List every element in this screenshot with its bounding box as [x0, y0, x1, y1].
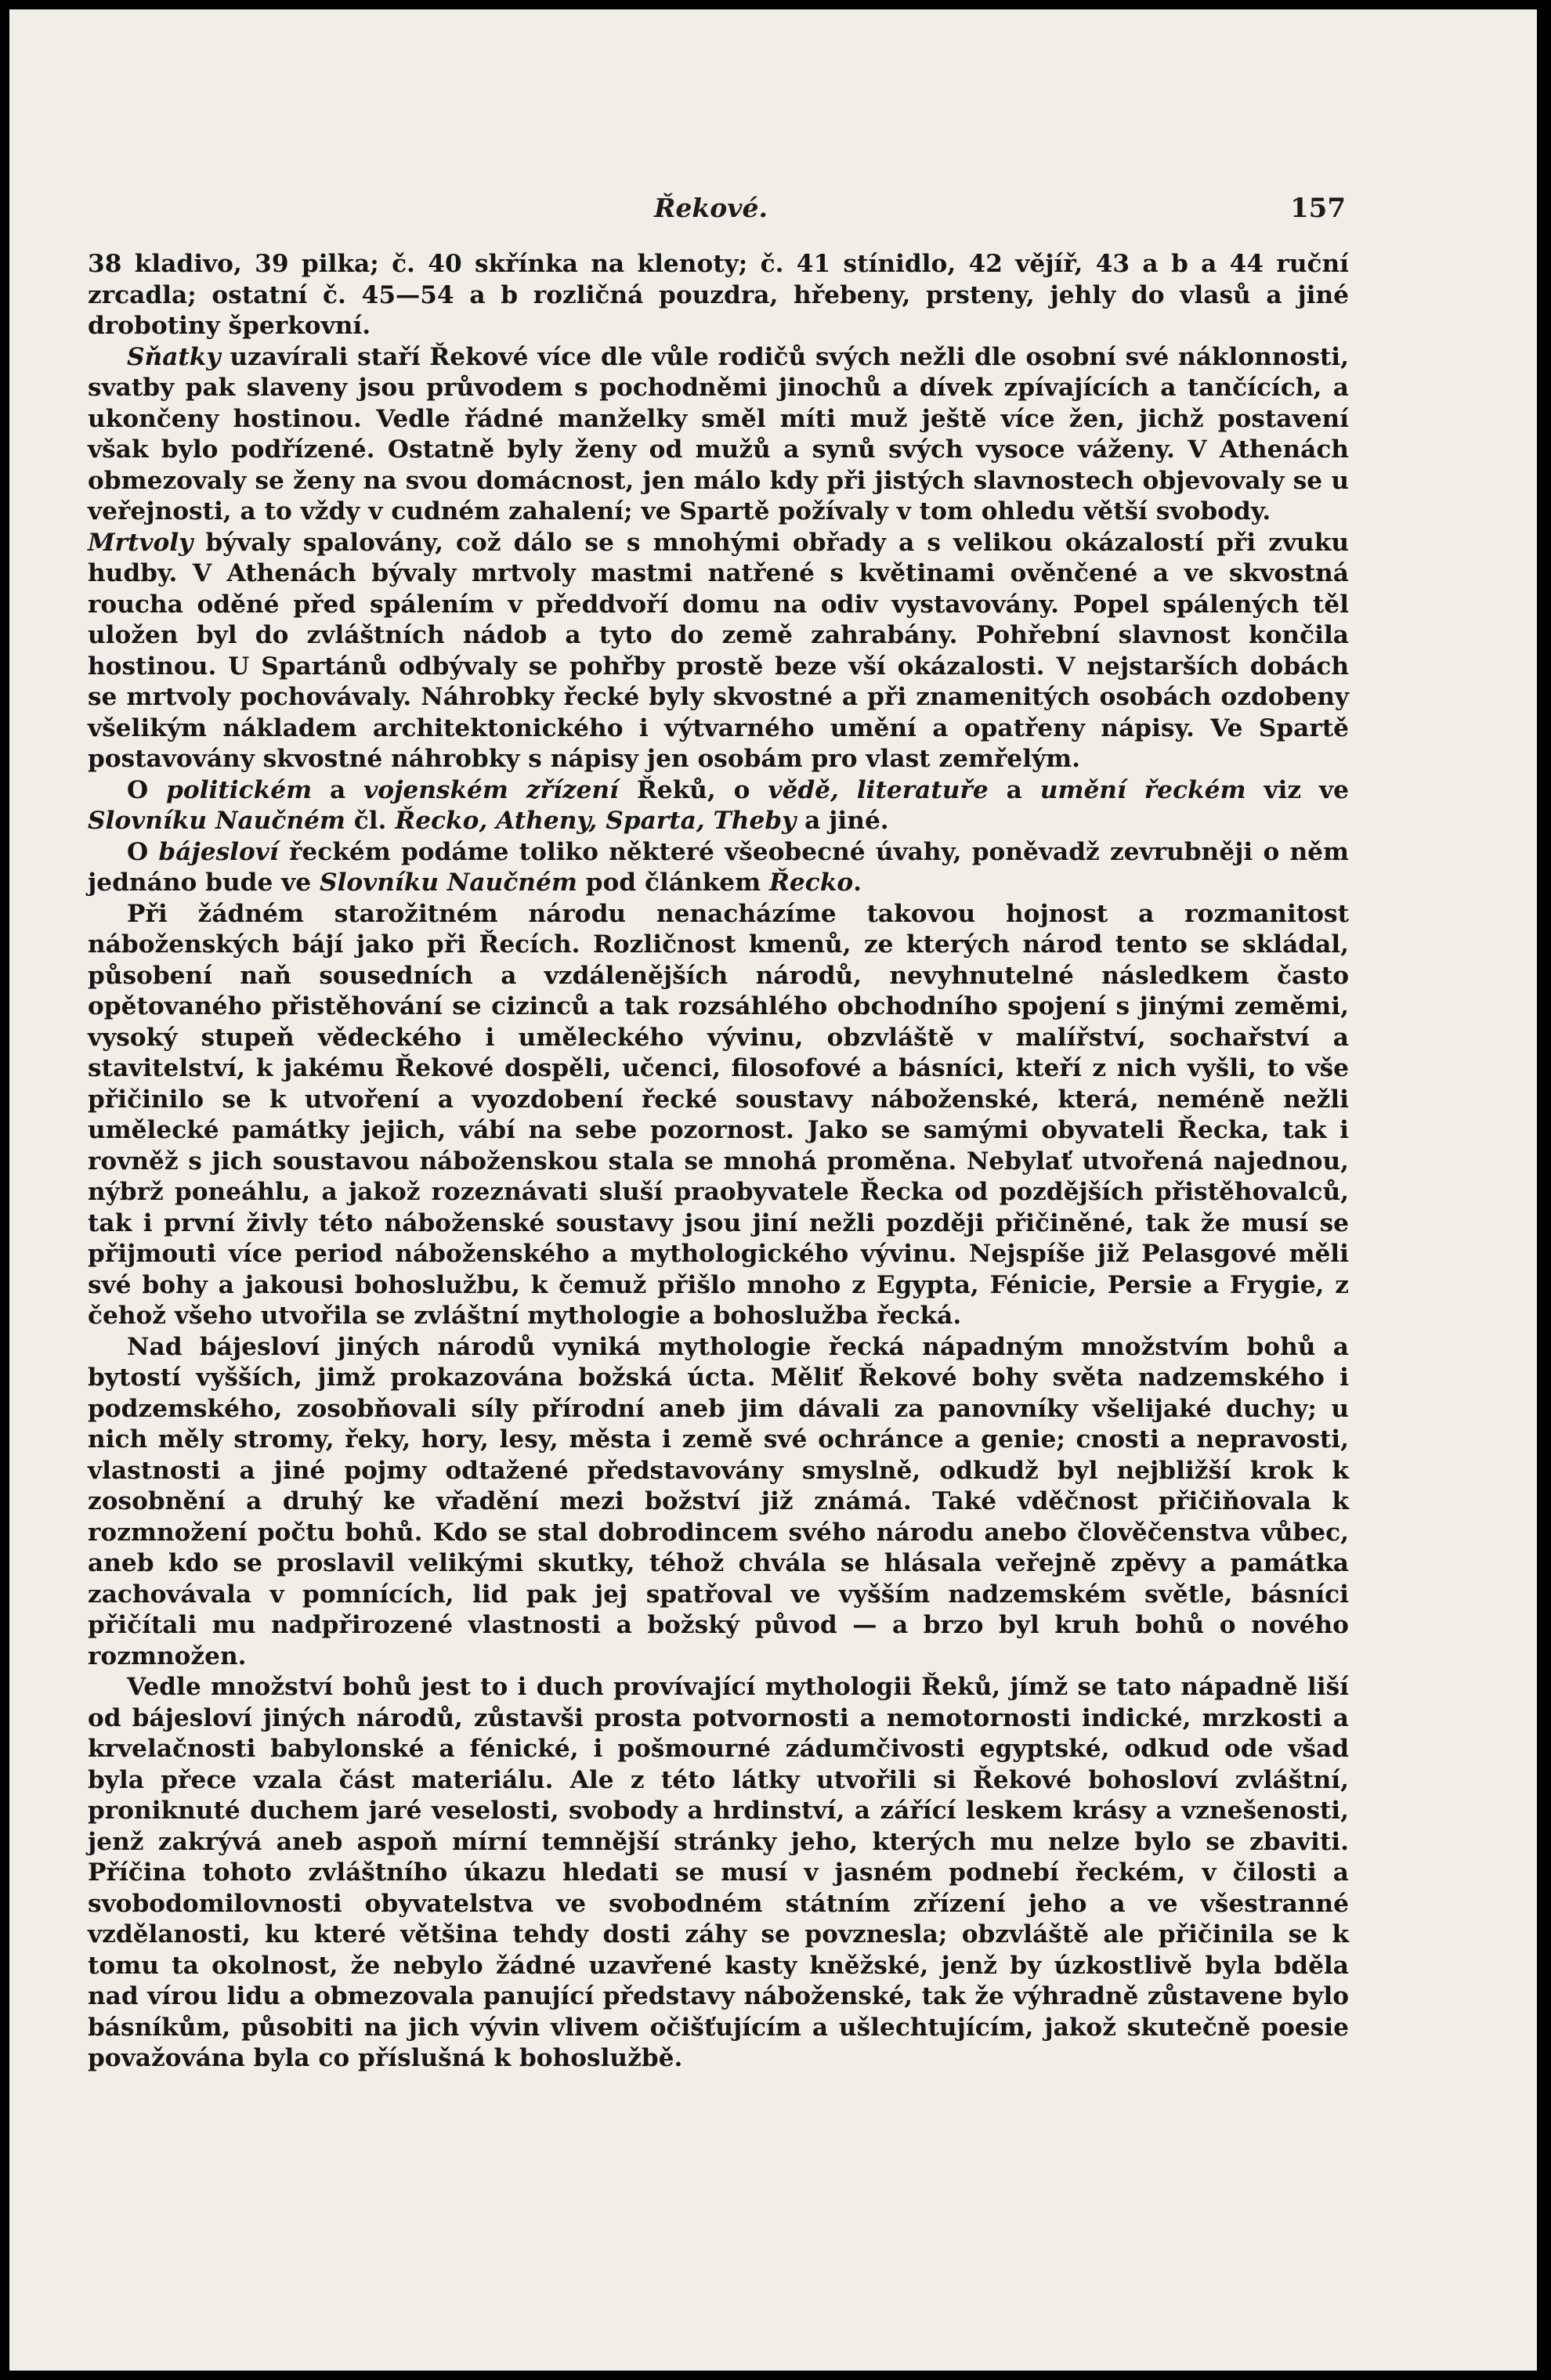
emphasis-run: Slovníku Naučném	[319, 869, 577, 897]
book-page	[9, 9, 1537, 2371]
emphasis-run: Řecko	[769, 869, 854, 897]
emphasis-run: bájesloví	[158, 837, 279, 866]
paragraph-marriages	[88, 342, 1349, 528]
paragraph-religious-variety: Při žádném starožitném národu nenacházíme takovou hojnost a rozmanitost náboženských bájí jako při Řecích. Rozličnost kmenů, ze kterých národ tento se skládal, působení naň sousedních a vzdálenějších národů, nevyhnutelné následkem často opětovaného přistěhování se cizinců a tak rozsáhlého obchodního spojení s jinými zeměmi, vysoký stupeň vědeckého i uměleckého vývinu, obzvláště v malířství, sochařství a stavitelství, k jakému Řekové dospěli, učenci, filosofové a básníci, kteří z nich vyšli, to vše přičinilo se k utvoření a vyozdobení řecké soustavy náboženské, která, neméně nežli umělecké památky jejich, vábí na sebe pozornost. Jako se samými obyvateli Řecka, tak i rovněž s jich soustavou náboženskou stala se mnohá proměna. Nebylať utvořená najednou, nýbrž poneáhlu, a jakož rozeznávati sluší praobyvatele Řecka od pozdějších přistěhovalců, tak i první živly této náboženské soustavy jsou jiní nežli později přičiněné, tak že musí se přijmouti více period náboženského a mythologického vývinu. Nejspíše již Pelasgové měli své bohy a jakousi bohoslužbu, k čemuž přišlo mnoho z Egypta, Fénicie, Persie a Frygie, z čehož všeho utvořila se zvláštní mythologie a bohoslužba řecká.	[88, 899, 1349, 1330]
paragraph-text: bývaly spalovány, což dálo se s mnohými obřady a s velikou okázalostí při zvuku hudby. V Athenách bývaly mrtvoly mastmi natřené s květinami ověnčené a ve skvostná roucha oděné před spálením v předdvoří domu na odiv vystavovány. Popel spálených těl uložen byl do zvláštních nádob a tyto do země zahrabány. Pohřební slavnost končila hostinou. U Spartánů odbývaly se pohřby prostě beze vší okázalosti. V nejstarších dobách se mrtvoly pochovávaly. Náhrobky řecké byly skvostné a při znamenitých osobách ozdobeny všelikým nákladem architektonického i výtvarného umění a opatřeny nápisy. Ve Spartě postavovány skvostné náhrobky s nápisy jen osobám pro vlast zemřelým.	[88, 528, 1349, 773]
text-run: a	[988, 775, 1040, 804]
emphasis-run: umění řeckém	[1039, 775, 1246, 804]
text-run: a	[312, 775, 364, 804]
text-run: viz ve	[1246, 775, 1349, 804]
paragraph-mythology-intro	[88, 837, 1349, 899]
page-number: 157	[1290, 193, 1346, 224]
page-header	[9, 193, 1537, 230]
text-run: Řeků, o	[618, 775, 768, 804]
paragraph-lead-term: Sňatky	[127, 342, 221, 371]
emphasis-run: Řecko, Atheny, Sparta, Theby	[395, 807, 797, 835]
page-body	[88, 249, 1349, 2075]
paragraph-gods-multitude: Nad bájesloví jiných národů vyniká mythologie řecká nápadným množstvím bohů a bytostí vyšších, jimž prokazována božská úcta. Měliť Řekové bohy světa nadzemského i podzemského, zosobňovali síly přírodní aneb jim dávali za panovníky všelijaké duchy; u nich měly stromy, řeky, hory, lesy, města i země své ochránce a genie; cnosti a nepravosti, vlastnosti a jiné pojmy odtažené představovány smyslně, odkudž byl nejbližší krok k zosobnění a druhý ke vřadění mezi božství již známá. Také vděčnost přičiňovala k rozmnožení počtu bohů. Kdo se stal dobrodincem svého národu anebo člověčenstva vůbec, aneb kdo se proslavil velikými skutky, téhož chvála se hlásala veřejně zpěvy a památka zachovávala v pomnících, lid pak jej spatřoval ve vyšším nadzemském světle, básníci přičítali mu nadpřirozené vlastnosti a božský původ — a brzo byl kruh bohů o nového rozmnožen.	[88, 1332, 1349, 1670]
emphasis-run: vojenském zřízení	[363, 775, 619, 804]
paragraph-cross-reference	[88, 775, 1349, 837]
text-run: .	[853, 869, 862, 897]
text-run: čl.	[345, 807, 396, 835]
paragraph-burials	[88, 528, 1349, 775]
text-run: pod článkem	[577, 869, 769, 897]
text-run: a jiné.	[796, 807, 889, 835]
emphasis-run: vědě, literatuře	[768, 775, 989, 804]
text-run: O	[127, 837, 159, 866]
running-title: Řekové.	[654, 193, 768, 223]
paragraph-text: uzavírali staří Řekové více dle vůle rodičů svých nežli dle osobní své náklonnosti, svatby pak slaveny jsou průvodem s pochodněmi jinochů a dívek zpívajících a tančících, a ukončeny hostinou. Vedle řádné manželky směl míti muž ještě více žen, jichž postavení však bylo podřízené. Ostatně byly ženy od mužů a synů svých vysoce váženy. V Athenách obmezovaly se ženy na svou domácnost, jen málo kdy při jistých slavnostech objevovaly se u veřejnosti, a to vždy v cudném zahalení; ve Spartě požívaly v tom ohledu větší svobody.	[88, 342, 1349, 525]
text-run: O	[127, 775, 167, 804]
paragraph-catalog-continuation: 38 kladivo, 39 pilka; č. 40 skřínka na klenoty; č. 41 stínidlo, 42 vějíř, 43 a b a 44 ruční zrcadla; ostatní č. 45—54 a b rozličná pouzdra, hřebeny, prsteny, jehly do vlasů a jiné drobotiny šperkovní.	[88, 250, 1349, 340]
paragraph-spirit-of-mythology: Vedle množství bohů jest to i duch provívající mythologii Řeků, jímž se tato nápadně liší od bájesloví jiných národů, zůstavši prosta potvornosti a nemotornosti indické, mrzkosti a krvelačnosti babylonské a fénické, i pošmourné zádumčivosti egyptské, odkud ode všad byla přece vzala část materiálu. Ale z této látky utvořili si Řekové bohosloví zvláštní, proniknuté duchem jaré veselosti, svobody a hrdinství, a zářící leskem krásy a vznešenosti, jenž zakrývá aneb aspoň mírní temnější stránky jeho, kterých mu nelze bylo se zbaviti. Příčina tohoto zvláštního úkazu hledati se musí v jasném podnebí řeckém, v čilosti a svobodomilovnosti obyvatelstva ve svobodném státním zřízení jeho a ve všestranné vzdělanosti, ku které většina tehdy dosti záhy se povznesla; obzvláště ale přičinila se k tomu ta okolnost, že nebylo žádné uzavřené kasty kněžské, jenž by úzkostlivě byla bděla nad vírou lidu a obmezovala panující představy náboženské, tak že výhradně zůstavene bylo básníkům, působiti na jich vývin vlivem očišťujícím a ušlechtujícím, jakož skutečně poesie považována byla co příslušná k bohoslužbě.	[88, 1673, 1349, 2072]
emphasis-run: Slovníku Naučném	[88, 807, 345, 835]
emphasis-run: politickém	[166, 775, 313, 804]
paragraph-lead-term: Mrtvoly	[88, 528, 193, 557]
text-run: řeckém podáme toliko některé všeobecné úvahy, poněvadž zevrubněji o něm jednáno bude ve	[88, 837, 1350, 897]
